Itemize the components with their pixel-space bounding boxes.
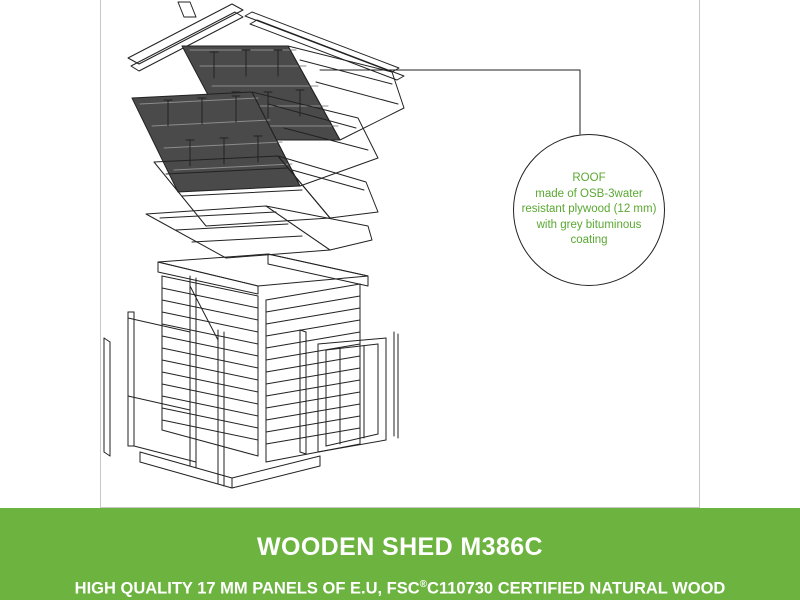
callout-line-3: resistant plywood (12 mm): [521, 203, 657, 216]
side-beam-left: [104, 338, 110, 456]
subtitle-after: C110730 CERTIFIED NATURAL WOOD: [427, 579, 726, 597]
door-panel: [318, 338, 386, 452]
callout-line-4: with grey bituminous: [536, 218, 642, 231]
wall-panel-left: [162, 276, 258, 456]
product-subtitle: [0, 562, 800, 598]
callout-leader-line: [320, 70, 580, 134]
registered-mark: ®: [419, 578, 428, 590]
roof-rafters: [146, 206, 372, 258]
callout-line-5: coating: [570, 234, 608, 247]
interior-framing: [128, 276, 224, 486]
wall-panel-right: [266, 284, 360, 462]
callout-line-1: ROOF: [572, 172, 606, 185]
footer-band: [0, 508, 800, 600]
callout-line-2: made of OSB-3water: [535, 187, 643, 200]
base-frame: [140, 452, 320, 488]
subtitle-before: HIGH QUALITY 17 MM PANELS OF E.U, FSC: [74, 579, 420, 597]
product-title: WOODEN SHED M386C: [256, 533, 543, 561]
roof-callout-bubble: [513, 134, 665, 286]
roof-callout-text: [519, 171, 659, 249]
